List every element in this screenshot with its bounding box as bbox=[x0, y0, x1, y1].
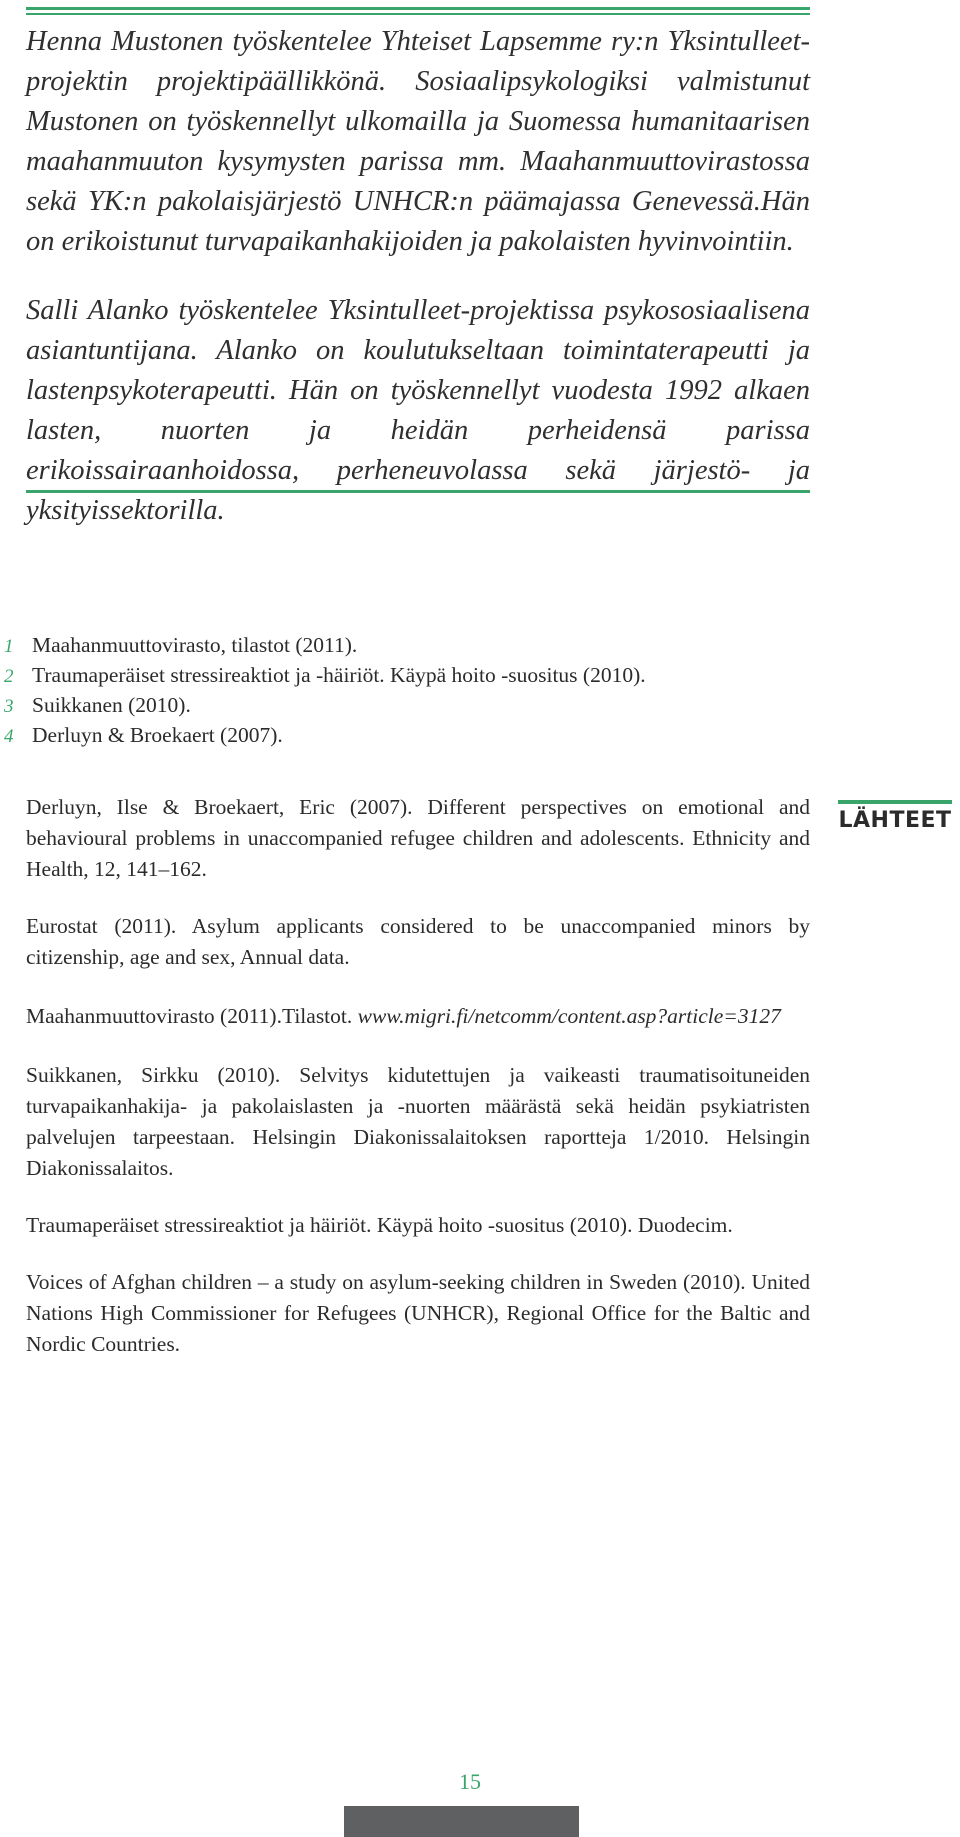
footnote-text: Suikkanen (2010). bbox=[32, 693, 191, 717]
author-bio-mustonen: Henna Mustonen työskentelee Yhteiset Lapsemme ry:n Yksintulleet-projektin projektipäällikkönä. Sosiaalipsykologiksi valmistunut Mustonen on työskennellyt ulkomailla ja Suomessa humanitaarisen maahanmuuton kysymysten parissa mm. Maahanmuuttovirastossa sekä YK:n pakolaisjärjestö UNHCR:n päämajassa Genevessä.Hän on erikoistunut turvapaikanhakijoiden ja pakolaisten hyvinvointiin. bbox=[26, 26, 810, 257]
footnote bbox=[4, 630, 804, 660]
footnote-number: 2 bbox=[4, 666, 14, 687]
footnote-text: Traumaperäiset stressireaktiot ja -häiriöt. Käypä hoito -suositus (2010). bbox=[32, 663, 646, 687]
reference-suikkanen: Suikkanen, Sirkku (2010). Selvitys kidutettujen ja vaikeasti traumatisoituneiden turvapaikanhakija- ja pakolaislasten ja -nuorten määrästä sekä heidän psykiatristen palvelujen tarpeestaan. Helsingin Diakonissalaitoksen raportteja 1/2010. Helsingin Diakonissalaitos. bbox=[26, 1063, 810, 1180]
reference-eurostat: Eurostat (2011). Asylum applicants considered to be unaccompanied minors by citizenship, age and sex, Annual data. bbox=[26, 914, 810, 969]
footnote-number: 4 bbox=[4, 726, 14, 747]
footer-bar bbox=[344, 1806, 579, 1837]
bio-bottom-rule bbox=[26, 490, 810, 493]
section-label-lahteet bbox=[838, 800, 952, 833]
footnotes bbox=[4, 630, 804, 750]
page-number: 15 bbox=[459, 1769, 481, 1794]
reference-migri-url[interactable]: www.migri.fi/netcomm/content.asp?article=3127 bbox=[357, 1004, 781, 1028]
footnote bbox=[4, 720, 804, 750]
section-label-bar bbox=[838, 800, 952, 804]
author-bio-alanko: Salli Alanko työskentelee Yksintulleet-projektissa psykososiaalisena asiantuntijana. Alanko on koulutukseltaan toimintaterapeutti ja lastenpsykoterapeutti. Hän on työskennellyt vuodesta 1992 alkaen lasten, nuorten ja heidän perheidensä parissa erikoissairaanhoidossa, perheneuvolassa sekä järjestö- ja yksityissektorilla. bbox=[26, 295, 810, 526]
top-rule bbox=[26, 7, 810, 10]
reference-migri-text: Maahanmuuttovirasto (2011).Tilastot. bbox=[26, 1004, 358, 1028]
reference-migri bbox=[26, 1001, 810, 1032]
footnote bbox=[4, 660, 804, 690]
reference-voices: Voices of Afghan children – a study on asylum-seeking children in Sweden (2010). United Nations High Commissioner for Refugees (UNHCR), Regional Office for the Baltic and Nordic Countries. bbox=[26, 1270, 810, 1356]
section-label-text: LÄHTEET bbox=[838, 808, 952, 833]
top-rule-thin bbox=[26, 13, 810, 15]
footnote-text: Derluyn & Broekaert (2007). bbox=[32, 723, 283, 747]
footnote-number: 3 bbox=[4, 696, 14, 717]
reference-list bbox=[26, 792, 810, 1386]
footnote bbox=[4, 690, 804, 720]
footnote-text: Maahanmuuttovirasto, tilastot (2011). bbox=[32, 633, 358, 657]
reference-kaypa-hoito: Traumaperäiset stressireaktiot ja häiriöt. Käypä hoito -suositus (2010). Duodecim. bbox=[26, 1213, 733, 1237]
footnote-number: 1 bbox=[4, 636, 14, 657]
reference-derluyn: Derluyn, Ilse & Broekaert, Eric (2007). Different perspectives on emotional and behavioural problems in unaccompanied refugee children and adolescents. Ethnicity and Health, 12, 141–162. bbox=[26, 795, 810, 881]
